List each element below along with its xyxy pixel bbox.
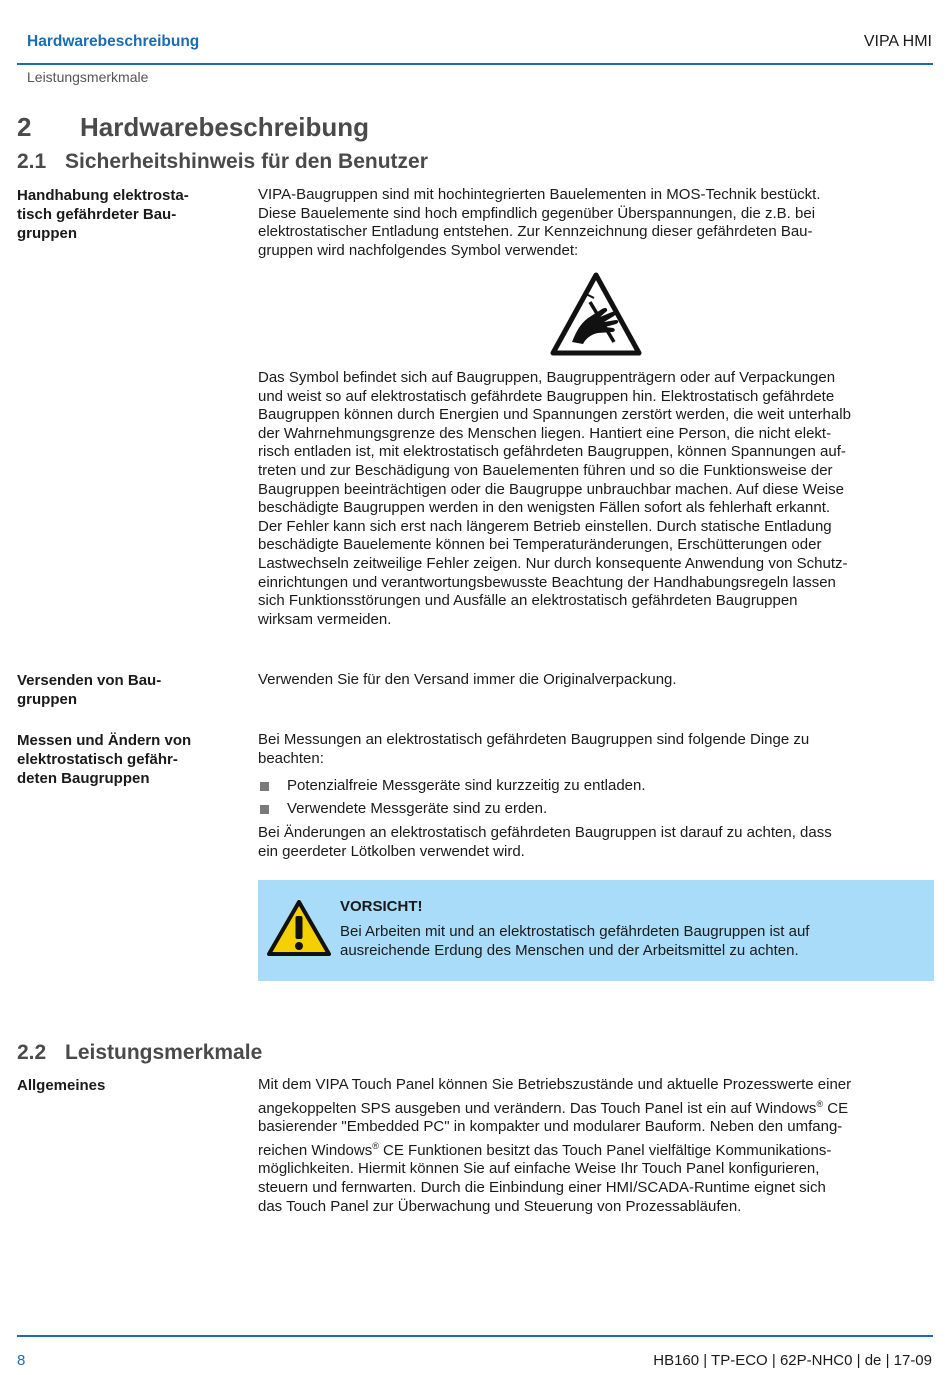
text-line: beschädigte Baugruppen werden in den wenigsten Fällen sofort als fehlerhaft erkannt. [258,499,831,517]
side-label-line: Versenden von Bau- [17,672,162,689]
text-line: möglichkeiten. Hiermit können Sie auf einfache Weise Ihr Touch Panel konfigurieren, [258,1160,820,1178]
header-product: VIPA HMI [863,33,932,50]
text-line: einrichtungen und verantwortungsbewusste Beachtung der Handhabungsregeln lassen [258,573,836,591]
text-line: und weist so auf elektrostatisch gefährdete Baugruppen hin. Elektrostatisch gefährdete [258,387,835,405]
text-line: beschädigte Bauelemente können bei Temperaturänderungen, Erschütterungen oder [258,536,822,554]
text-line: Bei Änderungen an elektrostatisch gefährdeten Baugruppen ist darauf zu achten, dass [258,824,832,842]
text-line: reichen Windows® CE Funktionen besitzt das Touch Panel vielfältige Kommunikations- [258,1140,832,1159]
esd-warning-icon [550,272,642,356]
side-label-line: Handhabung elektrosta- [17,187,189,204]
text-line: Bei Arbeiten mit und an elektrostatisch gefährdeten Baugruppen ist auf [340,923,810,940]
list-item [258,777,934,796]
warning-triangle-icon [267,900,331,956]
bullet-square-icon [260,782,269,791]
text-line: ein geerdeter Lötkolben verwendet wird. [258,842,525,860]
page-number: 8 [17,1352,26,1369]
header-subtitle: Leistungsmerkmale [27,69,149,85]
footer-rule [17,1335,933,1337]
caution-text [340,922,920,960]
list-item-text: Potenzialfreie Messgeräte sind kurzzeitig zu entladen. [287,777,646,795]
text-line: wirksam vermeiden. [258,610,392,628]
side-label-shipping [17,671,227,709]
text-line: elektrostatischer Entladung entstehen. Zur Kennzeichnung dieser gefährdeten Bau- [258,223,813,241]
section-title: Leistungsmerkmale [65,1041,263,1064]
caution-title: VORSICHT! [340,898,423,915]
text-line: Baugruppen beeinträchtigen oder die Baugruppe unbrauchbar machen. Auf diese Weise [258,480,844,498]
text-line: Diese Bauelemente sind hoch empfindlich gegenüber Überspannungen, die z.B. bei [258,204,816,222]
text-line: Das Symbol befindet sich auf Baugruppen, Baugruppenträgern oder auf Verpackungen [258,369,836,386]
shipping-text: Verwenden Sie für den Versand immer die Originalverpackung. [258,671,677,688]
side-label-line: tisch gefährdeter Bau- [17,206,177,223]
side-label-line: Messen und Ändern von [17,732,192,749]
handling-intro [258,186,934,260]
measuring-bullet-list [258,777,934,818]
text-line: das Touch Panel zur Überwachung und Steuerung von Prozessabläufen. [258,1197,742,1215]
side-label-line: gruppen [17,691,77,708]
text-line: Bei Messungen an elektrostatisch gefährdeten Baugruppen sind folgende Dinge zu [258,731,810,748]
caution-box [258,880,934,981]
side-label-measuring [17,731,227,788]
text-line: sich Funktionsstörungen und Ausfälle an elektrostatisch gefährdeten Baugruppen [258,592,798,610]
side-label-general: Allgemeines [17,1077,106,1094]
section-heading-2-1 [17,150,428,174]
text-line: treten und zur Beschädigung von Bauelementen führen und so die Funktionsweise der [258,461,833,479]
chapter-title: Hardwarebeschreibung [80,112,369,142]
side-label-line: gruppen [17,225,77,242]
list-item-text: Verwendete Messgeräte sind zu erden. [287,799,548,817]
side-label-line: deten Baugruppen [17,770,150,787]
text-line: der Wahrnehmungsgrenze des Menschen liegen. Hantiert eine Person, die nicht elekt- [258,424,832,442]
general-text [258,1076,934,1216]
side-label-handling [17,186,227,243]
section-number: 2.1 [17,150,47,173]
header-title: Hardwarebeschreibung [27,33,200,50]
text-line: Lastwechseln zeitweilige Fehler zeigen. Nur durch konsequente Anwendung von Schutz- [258,554,848,572]
measuring-text [258,731,934,862]
side-label-line: elektrostatisch gefähr- [17,751,178,768]
text-line: basierender "Embedded PC" in kompakter und modularer Bauform. Neben den umfang- [258,1118,843,1136]
text-line: Der Fehler kann sich erst nach längerem Betrieb einstellen. Durch statische Entladung [258,517,832,535]
text-line: ausreichende Erdung des Menschen und der Arbeitsmittel zu achten. [340,942,799,959]
text-line: VIPA-Baugruppen sind mit hochintegrierten Bauelementen in MOS-Technik bestückt. [258,186,821,203]
section-number: 2.2 [17,1041,47,1064]
bullet-square-icon [260,805,269,814]
text-line: gruppen wird nachfolgendes Symbol verwendet: [258,241,579,259]
text-line: Baugruppen können durch Energien und Spannungen zerstört werden, die weit unterhalb [258,406,851,424]
document-id: HB160 | TP-ECO | 62P-NHC0 | de | 17-09 [653,1352,932,1369]
list-item [258,800,934,819]
chapter-heading [17,112,369,143]
text-line: angekoppelten SPS ausgeben und verändern. Das Touch Panel ist ein auf Windows® CE [258,1098,849,1117]
header-rule [17,63,933,65]
text-line: risch entladen ist, mit elektrostatisch gefährdeten Baugruppen, können Spannungen auf- [258,443,846,461]
text-line: Mit dem VIPA Touch Panel können Sie Betriebszustände und aktuelle Prozesswerte einer [258,1076,852,1093]
section-heading-2-2 [17,1041,262,1065]
section-title: Sicherheitshinweis für den Benutzer [65,150,428,173]
text-line: steuern und fernwarten. Durch die Einbindung einer HMI/SCADA-Runtime eignet sich [258,1178,826,1196]
handling-details [258,369,934,629]
text-line: beachten: [258,749,324,767]
chapter-number: 2 [17,112,32,142]
